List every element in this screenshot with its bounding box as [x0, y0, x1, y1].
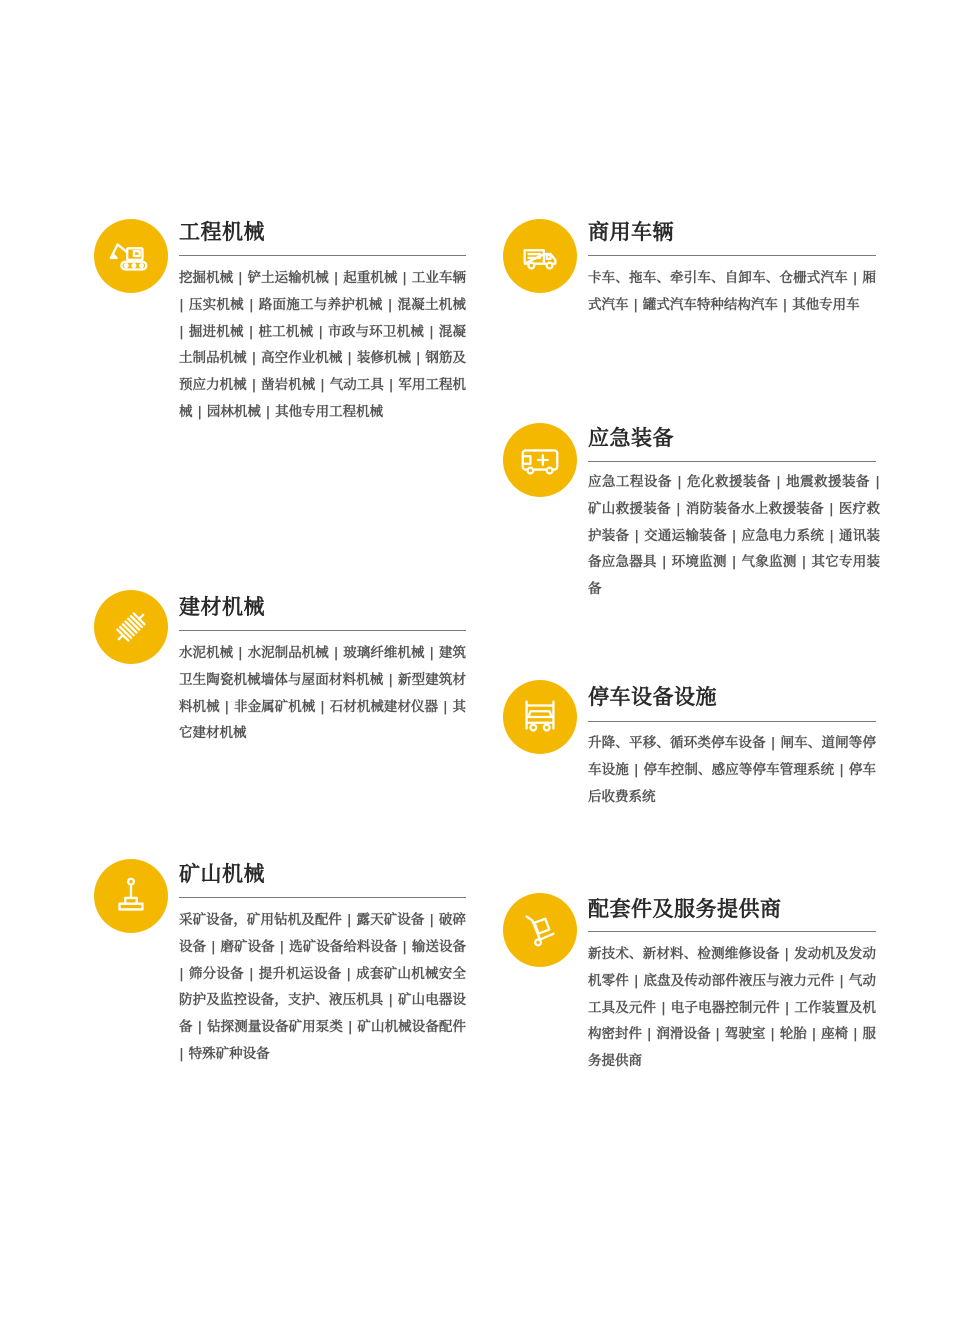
truck-icon [503, 219, 577, 293]
category-title: 停车设备设施 [588, 685, 717, 709]
category-description: 采矿设备，矿用钻机及配件 | 露天矿设备 | 破碎设备 | 磨矿设备 | 选矿设备给料设备 | 输送设备 | 筛分设备 | 提升机运设备 | 成套矿山机械安全防护及监控设备，支护、液压机具 | 矿山电器设备 | 钻探测量设备矿用泵类 | 矿山机械设备配件 | 特殊矿种设备 [179, 912, 466, 1062]
category-title: 配套件及服务提供商 [588, 897, 782, 921]
category-description: 卡车、拖车、牵引车、自卸车、仓栅式汽车 | 厢式汽车 | 罐式汽车特种结构汽车 | 其他专用车 [588, 270, 876, 313]
divider [179, 897, 466, 898]
category-title: 应急装备 [588, 426, 674, 450]
spring-icon [94, 590, 168, 664]
category-description: 新技术、新材料、检测维修设备 | 发动机及发动机零件 | 底盘及传动部件液压与液力元件 | 气动工具及元件 | 电子电器控制元件 | 工作装置及机构密封件 | 润滑设备 | 驾驶室 | 轮胎 | 座椅 | 服务提供商 [588, 946, 876, 1070]
category-description: 升降、平移、循环类停车设备 | 闸车、道闸等停车设施 | 停车控制、感应等停车管理系统 | 停车后收费系统 [588, 735, 876, 805]
drill-icon [94, 859, 168, 933]
category-title: 工程机械 [179, 220, 265, 244]
parking-lift-icon [503, 680, 577, 754]
category-description: 挖掘机械 | 铲土运输机械 | 起重机械 | 工业车辆 | 压实机械 | 路面施工与养护机械 | 混凝土机械 | 掘进机械 | 桩工机械 | 市政与环卫机械 | 混凝土制品机械 | 高空作业机械 | 装修机械 | 钢筋及预应力机械 | 凿岩机械 | 气动工具 | 军用工程机械 | 园林机械 | 其他专用工程机械 [179, 270, 466, 420]
hand-truck-icon [503, 893, 577, 967]
divider [588, 461, 876, 462]
divider [588, 931, 876, 932]
divider [588, 255, 876, 256]
excavator-icon [94, 219, 168, 293]
category-title: 商用车辆 [588, 220, 674, 244]
category-description: 应急工程设备 | 危化救援装备 | 地震救援装备 | 矿山救援装备 | 消防装备水上救援装备 | 医疗救护装备 | 交通运输装备 | 应急电力系统 | 通讯装备应急器具 | 环境监测 | 气象监测 | 其它专用装备 [588, 474, 880, 598]
category-title: 建材机械 [179, 595, 265, 619]
divider [179, 630, 466, 631]
category-title: 矿山机械 [179, 862, 265, 886]
divider [588, 721, 876, 722]
category-description: 水泥机械 | 水泥制品机械 | 玻璃纤维机械 | 建筑卫生陶瓷机械墙体与屋面材料机械 | 新型建筑材料机械 | 非金属矿机械 | 石材机械建材仪器 | 其它建材机械 [179, 645, 466, 742]
divider [179, 255, 466, 256]
ambulance-icon [503, 423, 577, 497]
